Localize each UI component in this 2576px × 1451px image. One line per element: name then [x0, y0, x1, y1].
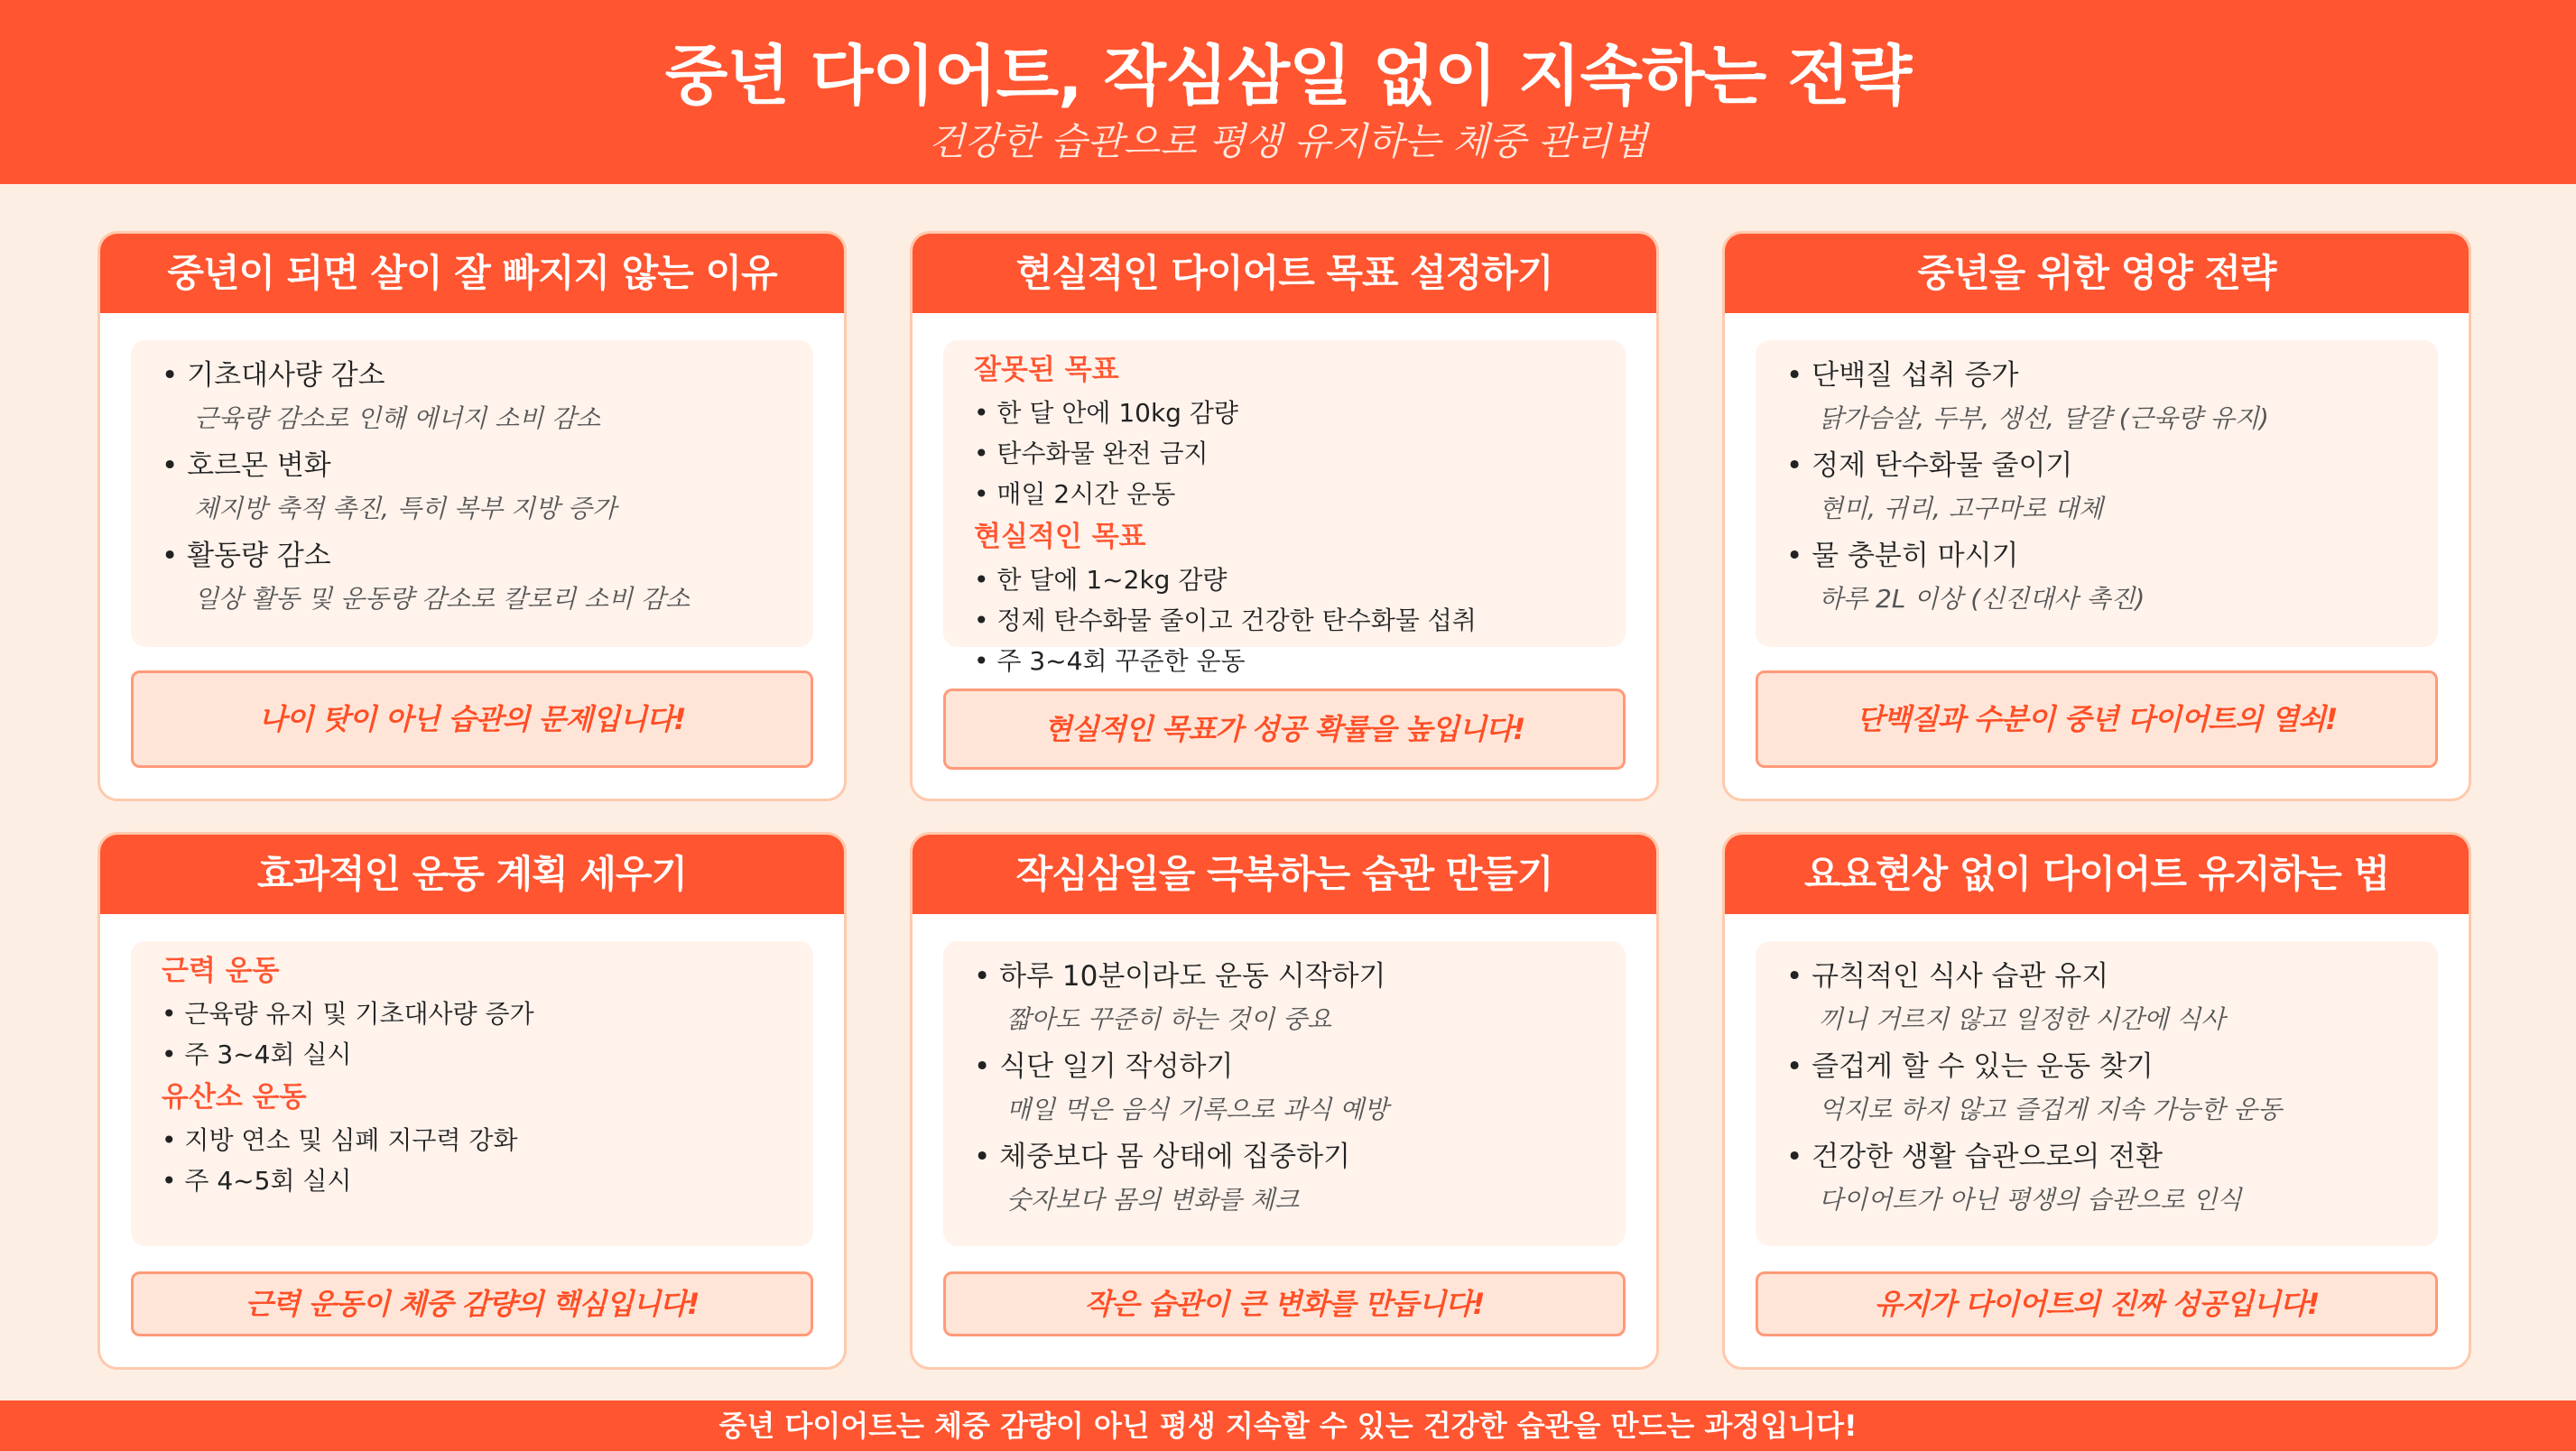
list-item: • 한 달 안에 10kg 감량 — [974, 393, 1626, 433]
card-maintain-without-yoyo — [1722, 832, 2471, 1370]
list-item: • 정제 탄수화물 줄이고 건강한 탄수화물 섭취 — [974, 600, 1626, 641]
card-content — [131, 340, 813, 647]
list-item-detail: 끼니 거르지 않고 일정한 시간에 식사 — [1819, 1004, 2226, 1034]
list-item-detail: 다이어트가 아닌 평생의 습관으로 인식 — [1819, 1185, 2242, 1215]
list-item-detail: 하루 2L 이상 (신진대사 촉진) — [1819, 584, 2145, 614]
section-heading: 근력 운동 — [162, 955, 280, 987]
card-content — [131, 941, 813, 1246]
list-item: • 하루 10분이라도 운동 시작하기 — [974, 954, 1626, 999]
card-callout: 단백질과 수분이 중년 다이어트의 열쇠! — [1756, 670, 2438, 768]
list-item: • 한 달에 1~2kg 감량 — [974, 559, 1626, 600]
card-nutrition-strategy — [1722, 231, 2471, 801]
page-title: 중년 다이어트, 작심삼일 없이 지속하는 전략 — [664, 38, 1912, 114]
list-item-detail: 짧아도 꾸준히 하는 것이 중요 — [1006, 1004, 1332, 1034]
list-item: • 주 3~4회 실시 — [162, 1034, 813, 1075]
card-why-hard-to-lose-weight — [97, 231, 847, 801]
page-subtitle: 건강한 습관으로 평생 유지하는 체중 관리법 — [928, 119, 1648, 163]
list-item: • 정제 탄수화물 줄이기 — [1786, 443, 2438, 488]
list-item: • 즐겁게 할 수 있는 운동 찾기 — [1786, 1044, 2438, 1089]
list-item-detail: 현미, 귀리, 고구마로 대체 — [1819, 494, 2103, 523]
card-content — [943, 340, 1626, 676]
list-item: • 식단 일기 작성하기 — [974, 1044, 1626, 1089]
list-item: • 기초대사량 감소 — [162, 353, 813, 398]
list-item: • 매일 2시간 운동 — [974, 474, 1626, 514]
list-item-detail: 일상 활동 및 운동량 감소로 칼로리 소비 감소 — [194, 584, 690, 614]
section-heading: 현실적인 목표 — [974, 521, 1146, 553]
card-exercise-plan — [97, 832, 847, 1370]
card-title: 효과적인 운동 계획 세우기 — [100, 835, 844, 914]
list-item: • 탄수화물 완전 금지 — [974, 433, 1626, 474]
card-content — [943, 941, 1626, 1246]
list-item: • 활동량 감소 — [162, 533, 813, 578]
card-title: 작심삼일을 극복하는 습관 만들기 — [913, 835, 1656, 914]
section-heading: 잘못된 목표 — [974, 354, 1119, 386]
card-title: 현실적인 다이어트 목표 설정하기 — [913, 234, 1656, 313]
list-item: • 건강한 생활 습관으로의 전환 — [1786, 1134, 2438, 1179]
footer-banner: 중년 다이어트는 체중 감량이 아닌 평생 지속할 수 있는 건강한 습관을 만드는 과정입니다! — [0, 1400, 2576, 1451]
card-habit-building — [910, 832, 1659, 1370]
card-content — [1756, 340, 2438, 647]
card-title: 중년을 위한 영양 전략 — [1725, 234, 2469, 313]
list-item-detail: 매일 먹은 음식 기록으로 과식 예방 — [1006, 1095, 1389, 1124]
list-item-detail: 체지방 축적 촉진, 특히 복부 지방 증가 — [194, 494, 617, 523]
list-item-detail: 근육량 감소로 인해 에너지 소비 감소 — [194, 403, 601, 433]
card-callout: 현실적인 목표가 성공 확률을 높입니다! — [943, 689, 1626, 770]
card-title: 요요현상 없이 다이어트 유지하는 법 — [1725, 835, 2469, 914]
list-item: • 단백질 섭취 증가 — [1786, 353, 2438, 398]
list-item: • 근육량 유지 및 기초대사량 증가 — [162, 994, 813, 1034]
header-banner — [0, 0, 2576, 184]
card-realistic-goals — [910, 231, 1659, 801]
list-item-detail: 억지로 하지 않고 즐겁게 지속 가능한 운동 — [1819, 1095, 2283, 1124]
card-callout: 유지가 다이어트의 진짜 성공입니다! — [1756, 1271, 2438, 1336]
list-item: • 체중보다 몸 상태에 집중하기 — [974, 1134, 1626, 1179]
section-heading: 유산소 운동 — [162, 1081, 307, 1114]
list-item-detail: 숫자보다 몸의 변화를 체크 — [1006, 1185, 1300, 1215]
list-item-detail: 닭가슴살, 두부, 생선, 달걀 (근육량 유지) — [1819, 403, 2269, 433]
card-callout: 근력 운동이 체중 감량의 핵심입니다! — [131, 1271, 813, 1336]
list-item: • 호르몬 변화 — [162, 443, 813, 488]
list-item: • 규칙적인 식사 습관 유지 — [1786, 954, 2438, 999]
list-item: • 주 4~5회 실시 — [162, 1160, 813, 1201]
card-callout: 나이 탓이 아닌 습관의 문제입니다! — [131, 670, 813, 768]
card-callout: 작은 습관이 큰 변화를 만듭니다! — [943, 1271, 1626, 1336]
card-content — [1756, 941, 2438, 1246]
list-item: • 지방 연소 및 심폐 지구력 강화 — [162, 1120, 813, 1160]
list-item: • 주 3~4회 꾸준한 운동 — [974, 641, 1626, 681]
list-item: • 물 충분히 마시기 — [1786, 533, 2438, 578]
card-title: 중년이 되면 살이 잘 빠지지 않는 이유 — [100, 234, 844, 313]
